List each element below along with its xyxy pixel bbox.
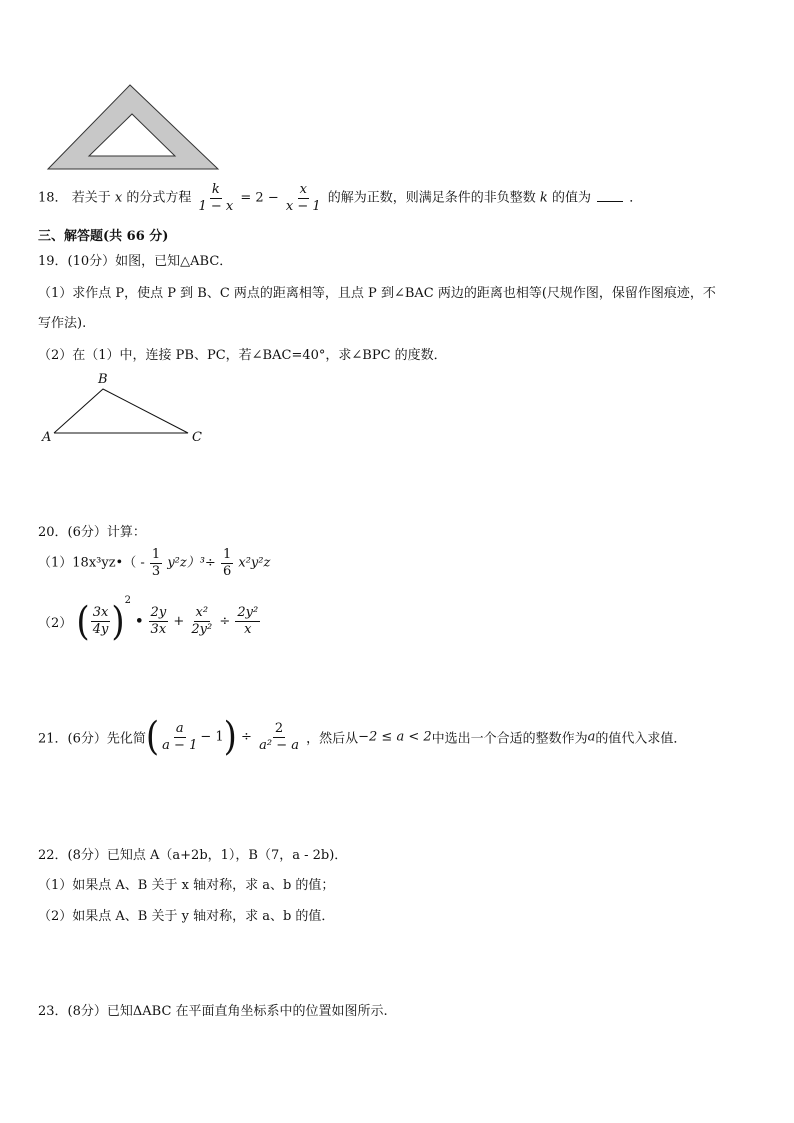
q20-p2-f4-num: 2y²: [237, 605, 259, 621]
q20-p1-fraction-1: [150, 547, 162, 579]
q18-var-x: x: [114, 190, 123, 206]
q18-text-c: 的解为正数，则满足条件的非负整数: [327, 190, 536, 206]
q21-fraction-2: [257, 721, 301, 753]
q20-p2-close-paren: ): [111, 598, 125, 645]
q20-p1-end: x²y²z: [238, 555, 271, 571]
q22-part2: （2）如果点 A、B 关于 y 轴对称，求 a、b 的值．: [38, 909, 335, 924]
q20-p2-fraction-1: [91, 605, 111, 637]
q19-part2: （2）在（1）中，连接 PB、PC，若∠BAC=40°，求∠BPC 的度数．: [38, 348, 447, 363]
q22-part1: （1）如果点 A、B 关于 x 轴对称，求 a、b 的值；: [38, 878, 335, 893]
q18-answer-blank: [597, 189, 623, 202]
q20-p2-fraction-4: [235, 605, 260, 637]
q21-open-paren: (: [145, 714, 160, 760]
q18-var-k: k: [539, 190, 548, 206]
q21-minus1: − 1: [200, 729, 224, 745]
q20-p2-dot: •: [135, 614, 144, 629]
q23-head: 23．(8分）已知ΔABC 在平面直角坐标系中的位置如图所示.: [38, 1004, 388, 1019]
q21-close-paren: ): [223, 714, 237, 760]
q21-div: ÷: [241, 729, 252, 745]
q20-p2-open-paren: (: [76, 598, 90, 645]
q21-fraction-1: [160, 721, 199, 753]
q20-p2-f2-num: 2y: [150, 605, 167, 621]
label-a: A: [42, 430, 52, 445]
q20-p2-f3-num: x²: [195, 605, 209, 621]
q18-fraction-1: [196, 182, 235, 214]
q18-line: [38, 182, 642, 214]
q18-text-d: 的值为: [551, 190, 591, 206]
q21-f1-den: a − 1: [162, 737, 198, 753]
q18-number: 18．: [38, 190, 68, 206]
q21-line: [38, 714, 687, 760]
q20-p2-f1-den: 4y: [92, 622, 109, 637]
q21-f1-num: a: [175, 720, 184, 736]
q20-p1-f2-num: 1: [222, 547, 232, 562]
q20-p2-f3-den: 2y²: [191, 622, 213, 637]
q20-p2-f2-den: 3x: [150, 622, 167, 637]
q20-p1-fraction-2: [221, 547, 233, 579]
q18-fraction-2: [284, 182, 323, 214]
q20-p2-exponent: 2: [124, 595, 131, 606]
q18-text-b: 的分式方程: [126, 190, 192, 206]
q20-p1-prefix: （1）18x³yz•（ -: [38, 555, 145, 571]
q21-f2-num: 2: [274, 720, 284, 736]
q20-p2-prefix: （2）: [38, 616, 73, 631]
q20-head: 20．(6分）计算：: [38, 525, 146, 540]
q20-p1-mid: y²z）³÷: [167, 555, 216, 571]
q20-p2-f4-den: x: [244, 622, 252, 637]
q21-text-a: ，然后从: [306, 731, 359, 747]
q22-head: 22．(8分）已知点 A（a+2b，1），B（7，a - 2b)．: [38, 848, 348, 863]
q20-part2: [38, 595, 261, 645]
q18-text-a: 若关于: [71, 190, 111, 206]
q20-p2-div: ÷: [219, 614, 231, 629]
q18-f2-num: x: [299, 182, 307, 197]
q19-part1-line1: （1）求作点 P，使点 P 到 B、C 两点的距离相等，且点 P 到∠BAC 两边的距离也相等(尺规作图，保留作图痕迹，不: [38, 286, 716, 301]
q21-f2-den: a² − a: [259, 737, 299, 753]
q20-p2-plus: +: [173, 614, 185, 629]
q20-p1-f2-den: 6: [222, 563, 232, 579]
q21-text-b: 中选出一个合适的整数作为: [431, 731, 588, 747]
q18-f1-num: k: [211, 182, 220, 197]
label-c: C: [192, 430, 202, 445]
q21-head: 21．(6分）先化简: [38, 731, 146, 747]
set-square-figure: [40, 80, 225, 175]
q21-range: −2 ≤ a < 2: [358, 729, 432, 745]
q20-part1: [38, 547, 270, 579]
q18-end: ．: [629, 190, 643, 206]
q20-p2-fraction-2: [149, 605, 169, 637]
triangle-abc-figure: [38, 370, 208, 450]
q21-text-c: 的值代入求值．: [595, 731, 687, 747]
section-3-title: 三、解答题(共 66 分): [38, 229, 169, 244]
q18-f1-den: 1 − x: [198, 198, 234, 214]
label-b: B: [98, 372, 108, 387]
q20-p2-fraction-3: [189, 605, 214, 637]
q21-var-a: a: [587, 729, 596, 745]
q20-p1-f1-den: 3: [151, 563, 161, 579]
q19-head: 19．(10分）如图，已知△ABC．: [38, 254, 233, 269]
q20-p2-f1-num: 3x: [92, 605, 109, 621]
q20-p1-f1-num: 1: [151, 547, 161, 562]
q18-f2-den: x − 1: [285, 198, 321, 214]
q18-eq: = 2 −: [240, 190, 279, 206]
q19-part1-line2: 写作法).: [38, 316, 87, 331]
